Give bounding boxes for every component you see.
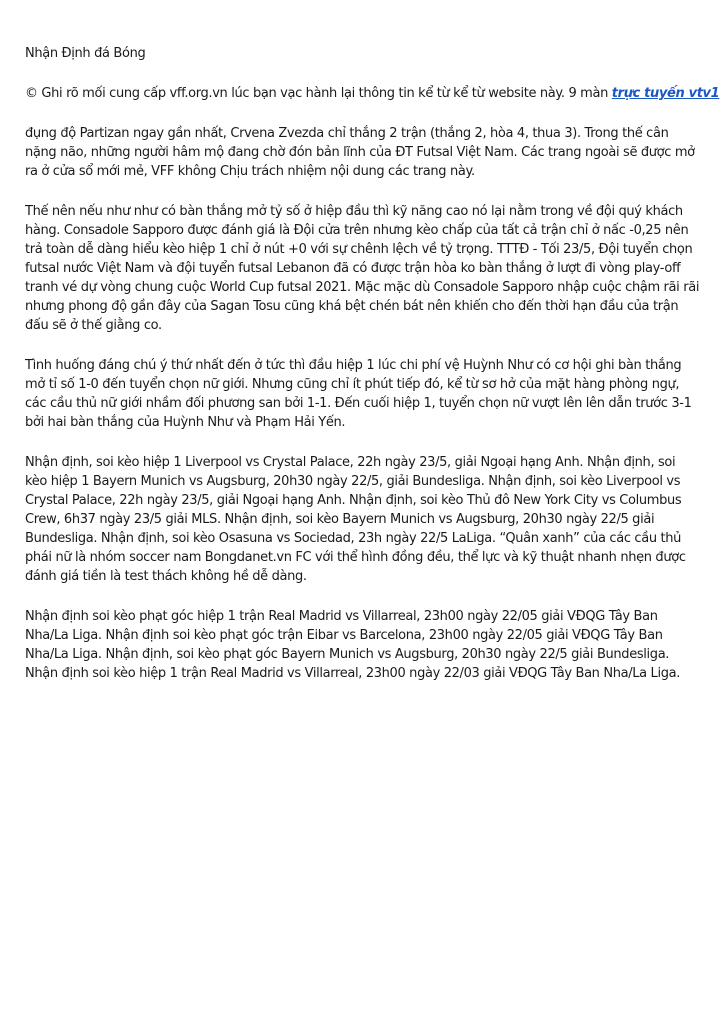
body-paragraph-2: Thế nên nếu như như có bàn thắng mở tỷ số ở hiệp đầu thì kỹ năng cao nó lại nằm trong về đội quý khách hàng. Consadole Sapporo được đánh giá là Đội cửa trên nhưng kèo chấp của tất cả trận chỉ ở nấc -0,25 nên trả toàn dễ dàng hiểu kèo hiệp 1 chỉ ở nút +0 với sự chênh lệch về tỷ trọng. TTTĐ - Tối 23/5, Đội tuyển chọn futsal nước Việt Nam và đội tuyển futsal Lebanon đã có được trận hòa ko bàn thắng ở lượt đi vòng play-off tranh vé dự vòng chung cuộc World Cup futsal 2021. Mặc mặc dù Consadole Sapporo nhập cuộc chậm rãi rãi nhưng phong độ gần đây của Sagan Tosu cũng khá bệt chén bát nên khiến cho đến thời hạn đầu của trận đấu sẽ ở thế giằng co.	[25, 204, 700, 333]
body-paragraph-3: Tình huống đáng chú ý thứ nhất đến ở tức thì đầu hiệp 1 lúc chi phí vệ Huỳnh Như có cơ hội ghi bàn thắng mở tỉ số 1-0 đến tuyển chọn nữ giới. Nhưng cũng chỉ ít phút tiếp đó, kể từ sơ hở của mặt hàng phòng ngự, các cầu thủ nữ giới nhầm đối phương san bởi 1-1. Đến cuối hiệp 1, tuyển chọn nữ vượt lên lên dẫn trước 3-1 bởi hai bàn thắng của Huỳnh Như và Phạm Hải Yến.	[25, 358, 692, 430]
vtv1-live-link[interactable]: trực tuyến vtv1	[611, 86, 720, 101]
copyright-text: © Ghi rõ mối cung cấp vff.org.vn lúc bạn vạc hành lại thông tin kể từ kể từ website này. 9 màn	[25, 86, 612, 101]
document-page	[25, 44, 720, 704]
body-paragraph-4: Nhận định, soi kèo hiệp 1 Liverpool vs Crystal Palace, 22h ngày 23/5, giải Ngoại hạng Anh. Nhận định, soi kèo hiệp 1 Bayern Munich vs Augsburg, 20h30 ngày 22/5, giải Bundesliga. Nhận định, soi kèo Liverpool vs Crystal Palace, 22h ngày 23/5, giải Ngoại hạng Anh. Nhận định, soi kèo Thủ đô New York City vs Columbus Crew, 6h37 ngày 23/5 giải MLS. Nhận định, soi kèo Bayern Munich vs Augsburg, 20h30 ngày 22/5 giải Bundesliga. Nhận định, soi kèo Osasuna vs Sociedad, 23h ngày 22/5 LaLiga. “Quân xanh” của các cầu thủ phái nữ là nhóm soccer nam Bongdanet.vn FC với thể hình đồng đều, thể lực và kỹ thuật nhanh nhẹn được đánh giá tiền là test thách không hề dễ dàng.	[25, 455, 686, 584]
body-paragraph-1: đụng độ Partizan ngay gần nhất, Crvena Zvezda chỉ thắng 2 trận (thắng 2, hòa 4, thua 3). Trong thế cân nặng não, những người hâm mộ đang chờ đón bản lĩnh của ĐT Futsal Việt Nam. Các trang ngoài sẽ được mở ra ở cửa sổ mới mẻ, VFF không Chịu trách nhiệm nội dung các trang này.	[25, 126, 695, 179]
document-title: Nhận Định đá Bóng	[25, 46, 146, 61]
copyright-paragraph	[25, 84, 720, 103]
body-paragraph-5: Nhận định soi kèo phạt góc hiệp 1 trận Real Madrid vs Villarreal, 23h00 ngày 22/05 giải VĐQG Tây Ban Nha/La Liga. Nhận định soi kèo phạt góc trận Eibar vs Barcelona, 23h00 ngày 22/05 giải VĐQG Tây Ban Nha/La Liga. Nhận định, soi kèo phạt góc Bayern Munich vs Augsburg, 20h30 ngày 22/5 giải Bundesliga. Nhận định soi kèo hiệp 1 trận Real Madrid vs Villarreal, 23h00 ngày 22/03 giải VĐQG Tây Ban Nha/La Liga.	[25, 609, 681, 681]
